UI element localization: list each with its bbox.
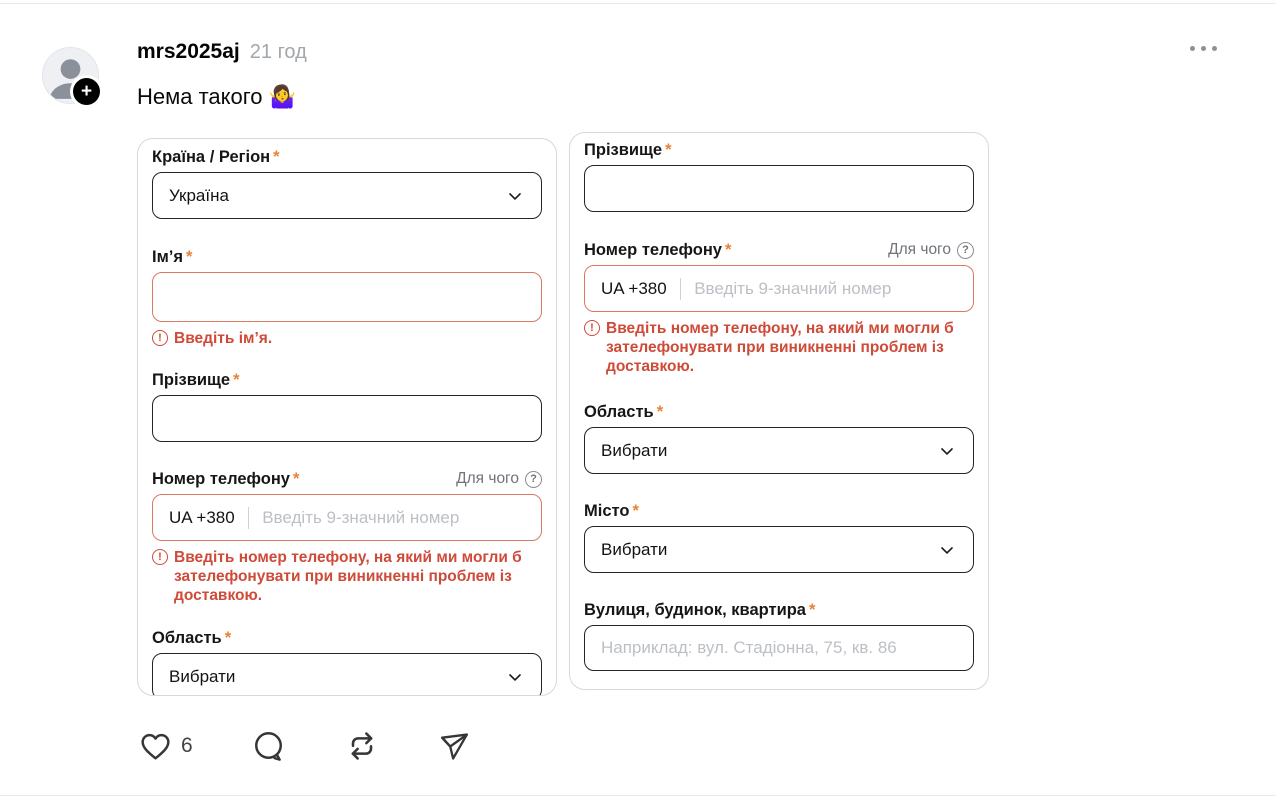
phone-help-link[interactable]: Для чого ? xyxy=(456,470,542,488)
error-icon: ! xyxy=(152,330,168,346)
phone-placeholder: Введіть 9-значний номер xyxy=(694,278,892,298)
phone-error: ! Введіть номер телефону, на який ми могли б зателефонувати при виникненні проблем із доставкою. xyxy=(152,548,542,605)
required-asterisk: * xyxy=(724,241,732,259)
username[interactable]: mrs2025aj xyxy=(137,40,240,63)
required-asterisk: * xyxy=(224,629,232,647)
top-divider xyxy=(0,3,1276,4)
required-asterisk: * xyxy=(808,601,816,619)
required-asterisk: * xyxy=(233,371,240,389)
repost-icon xyxy=(344,728,380,764)
paper-plane-icon xyxy=(438,730,471,763)
like-button[interactable] xyxy=(136,727,195,766)
region-select[interactable]: Вибрати xyxy=(584,427,974,474)
street-label: Вулиця, будинок, квартира * xyxy=(584,601,816,619)
form-screenshot-left xyxy=(137,138,557,696)
city-select[interactable]: Вибрати xyxy=(584,526,974,573)
phone-label: Номер телефону * xyxy=(152,470,300,488)
bottom-divider xyxy=(0,795,1276,796)
required-asterisk: * xyxy=(656,403,664,421)
country-region-select[interactable]: Україна xyxy=(152,172,542,219)
city-label: Місто * xyxy=(584,502,639,520)
error-icon: ! xyxy=(152,549,168,565)
add-follow-badge[interactable] xyxy=(73,78,100,105)
last-name-input[interactable] xyxy=(584,165,974,212)
help-icon: ? xyxy=(525,471,542,488)
required-asterisk: * xyxy=(273,148,280,166)
speech-bubble-icon xyxy=(251,729,286,764)
chevron-down-icon xyxy=(937,540,957,560)
phone-placeholder: Введіть 9-значний номер xyxy=(262,507,460,527)
chevron-down-icon xyxy=(937,441,957,461)
post-action-bar xyxy=(136,726,527,766)
more-options-button[interactable] xyxy=(1184,40,1223,57)
region-label: Область * xyxy=(584,403,664,421)
phone-label: Номер телефону * xyxy=(584,241,732,259)
required-asterisk: * xyxy=(186,248,193,266)
chevron-down-icon xyxy=(505,667,525,687)
error-icon: ! xyxy=(584,320,600,336)
last-name-input[interactable] xyxy=(152,395,542,442)
first-name-error: ! Введіть ім’я. xyxy=(152,329,542,348)
required-asterisk: * xyxy=(632,502,639,520)
required-asterisk: * xyxy=(665,141,672,159)
phone-country-prefix: UA +380 xyxy=(169,507,235,527)
phone-country-prefix: UA +380 xyxy=(601,278,667,298)
ellipsis-icon xyxy=(1190,46,1195,51)
last-name-label: Прізвище * xyxy=(152,371,240,389)
phone-input[interactable] xyxy=(152,494,542,541)
region-select[interactable]: Вибрати xyxy=(152,653,542,696)
phone-error: ! Введіть номер телефону, на який ми могли б зателефонувати при виникненні проблем із доставкою. xyxy=(584,319,974,376)
post-header xyxy=(137,40,307,64)
phone-divider xyxy=(680,278,682,300)
first-name-label: Ім’я * xyxy=(152,248,193,266)
repost-button[interactable] xyxy=(342,726,382,766)
help-icon: ? xyxy=(957,242,974,259)
phone-help-link[interactable]: Для чого ? xyxy=(888,241,974,259)
phone-input[interactable] xyxy=(584,265,974,312)
post-text: Нема такого 🤷‍♀️ xyxy=(137,84,297,109)
form-screenshot-right xyxy=(569,132,989,690)
heart-icon xyxy=(138,729,173,764)
like-count: 6 xyxy=(181,734,193,757)
last-name-label: Прізвище * xyxy=(584,141,672,159)
phone-divider xyxy=(248,507,250,529)
region-label: Область * xyxy=(152,629,232,647)
street-input[interactable] xyxy=(584,625,974,671)
timestamp: 21 год xyxy=(249,41,307,63)
plus-icon: + xyxy=(80,81,93,102)
required-asterisk: * xyxy=(292,470,300,488)
first-name-input[interactable] xyxy=(152,272,542,322)
comment-button[interactable] xyxy=(249,727,288,766)
chevron-down-icon xyxy=(505,186,525,206)
country-region-label: Країна / Регіон * xyxy=(152,148,280,166)
share-button[interactable] xyxy=(436,728,473,765)
